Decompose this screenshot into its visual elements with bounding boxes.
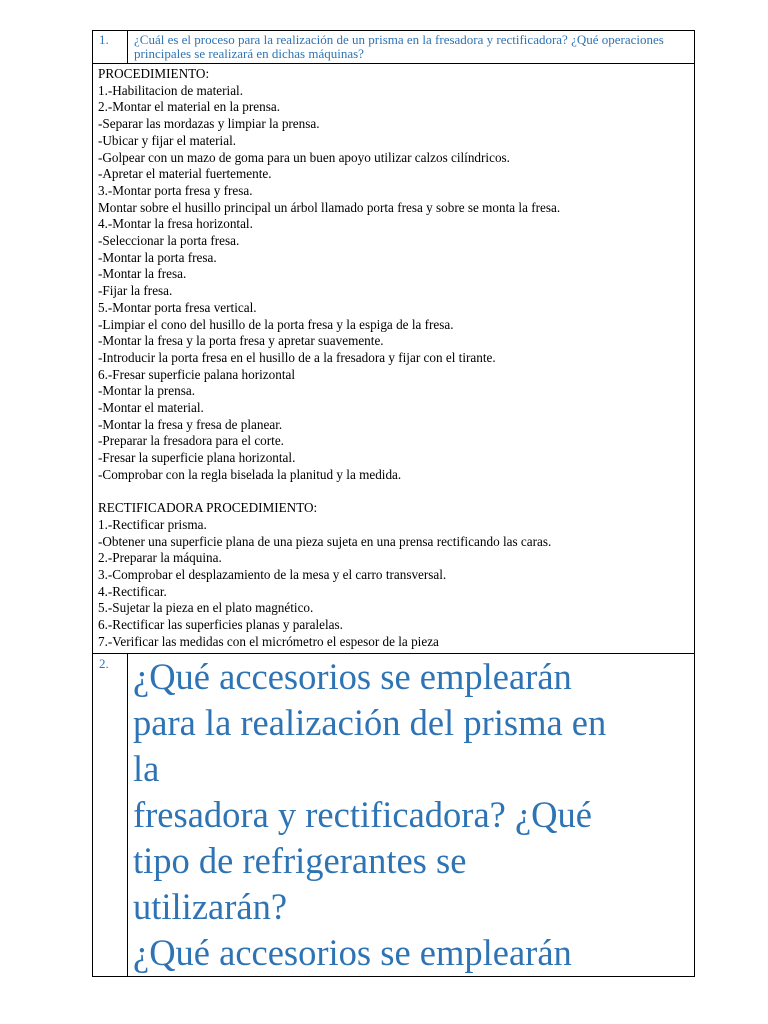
answer-line: 6.-Rectificar las superficies planas y paralelas.	[98, 617, 343, 633]
answer-line: -Montar el material.	[98, 400, 204, 416]
answer-line: 7.-Verificar las medidas con el micrómetro el espesor de la pieza	[98, 633, 439, 649]
answer-line: 3.-Montar porta fresa y fresa.	[98, 182, 253, 198]
answer-line: 4.-Montar la fresa horizontal.	[98, 216, 253, 232]
answer-line: -Montar la fresa.	[98, 266, 187, 282]
answer-line: 2.-Preparar la máquina.	[98, 550, 222, 566]
answer-line: -Golpear con un mazo de goma para un buen apoyo utilizar calzos cilíndricos.	[98, 149, 510, 165]
answer-line: -Fijar la fresa.	[98, 283, 173, 299]
answer-line: -Apretar el material fuertemente.	[98, 166, 272, 182]
answer-line: -Montar la fresa y la porta fresa y apretar suavemente.	[98, 333, 384, 349]
answer-line: -Obtener una superficie plana de una pieza sujeta en una prensa rectificando las caras.	[98, 533, 552, 549]
question-1-number-cell	[93, 31, 128, 64]
question-2-line: fresadora y rectificadora? ¿Qué	[133, 793, 592, 835]
answer-line: 1.-Habilitacion de material.	[98, 82, 244, 98]
question-2-number: 2.	[99, 655, 109, 671]
answer-line: -Preparar la fresadora para el corte.	[98, 433, 284, 449]
answer-line: 3.-Comprobar el desplazamiento de la mesa y el carro transversal.	[98, 567, 447, 583]
answer-line: -Seleccionar la porta fresa.	[98, 233, 240, 249]
answer-line: -Montar la porta fresa.	[98, 249, 217, 265]
answer-1-cell	[93, 64, 695, 654]
answer-line: 1.-Rectificar prisma.	[98, 516, 207, 532]
question-1-row	[93, 31, 695, 64]
answer-line: 5.-Montar porta fresa vertical.	[98, 299, 257, 315]
answer-line: RECTIFICADORA PROCEDIMIENTO:	[98, 500, 318, 516]
answer-line: -Introducir la porta fresa en el husillo de a la fresadora y fijar con el tirante.	[98, 349, 496, 365]
question-2-row	[93, 653, 695, 976]
answer-line: -Ubicar y fijar el material.	[98, 132, 237, 148]
blank-line	[98, 484, 690, 501]
answer-line: -Comprobar con la regla biselada la planitud y la medida.	[98, 466, 402, 482]
question-2-line: la	[133, 747, 160, 789]
answer-line: 6.-Fresar superficie palana horizontal	[98, 366, 295, 382]
answer-line: -Montar la fresa y fresa de planear.	[98, 416, 283, 432]
answer-line: PROCEDIMIENTO:	[98, 66, 210, 81]
question-table	[92, 30, 695, 977]
question-2-number-cell	[93, 653, 128, 976]
question-2-line: ¿Qué accesorios se emplearán	[133, 931, 572, 973]
question-2-line: para la realización del prisma en	[133, 701, 607, 743]
answer-1-row	[93, 64, 695, 654]
question-1-text: ¿Cuál es el proceso para la realización de un prisma en la fresadora y rectificadora? ¿Qué operaciones principales se realizará en dichas máquinas?	[134, 32, 664, 61]
question-1-text-cell	[128, 31, 695, 64]
answer-1-body	[93, 64, 694, 653]
answer-line: 2.-Montar el material en la prensa.	[98, 99, 280, 115]
question-2-line: tipo de refrigerantes se	[133, 839, 467, 881]
answer-line: -Montar la prensa.	[98, 383, 196, 399]
question-1-number: 1.	[99, 32, 109, 47]
question-2-text	[128, 654, 694, 976]
question-2-line: utilizarán?	[133, 885, 288, 927]
answer-line: 4.-Rectificar.	[98, 583, 167, 599]
answer-line: Montar sobre el husillo principal un árbol llamado porta fresa y sobre se monta la fresa.	[98, 199, 561, 215]
question-2-line: ¿Qué accesorios se emplearán	[133, 655, 572, 697]
document-page	[92, 30, 695, 977]
answer-line: -Fresar la superficie plana horizontal.	[98, 450, 296, 466]
answer-line: -Separar las mordazas y limpiar la prensa.	[98, 116, 320, 132]
answer-line: 5.-Sujetar la pieza en el plato magnético.	[98, 600, 314, 616]
answer-line: -Limpiar el cono del husillo de la porta fresa y la espiga de la fresa.	[98, 316, 454, 332]
question-2-text-cell	[128, 653, 695, 976]
